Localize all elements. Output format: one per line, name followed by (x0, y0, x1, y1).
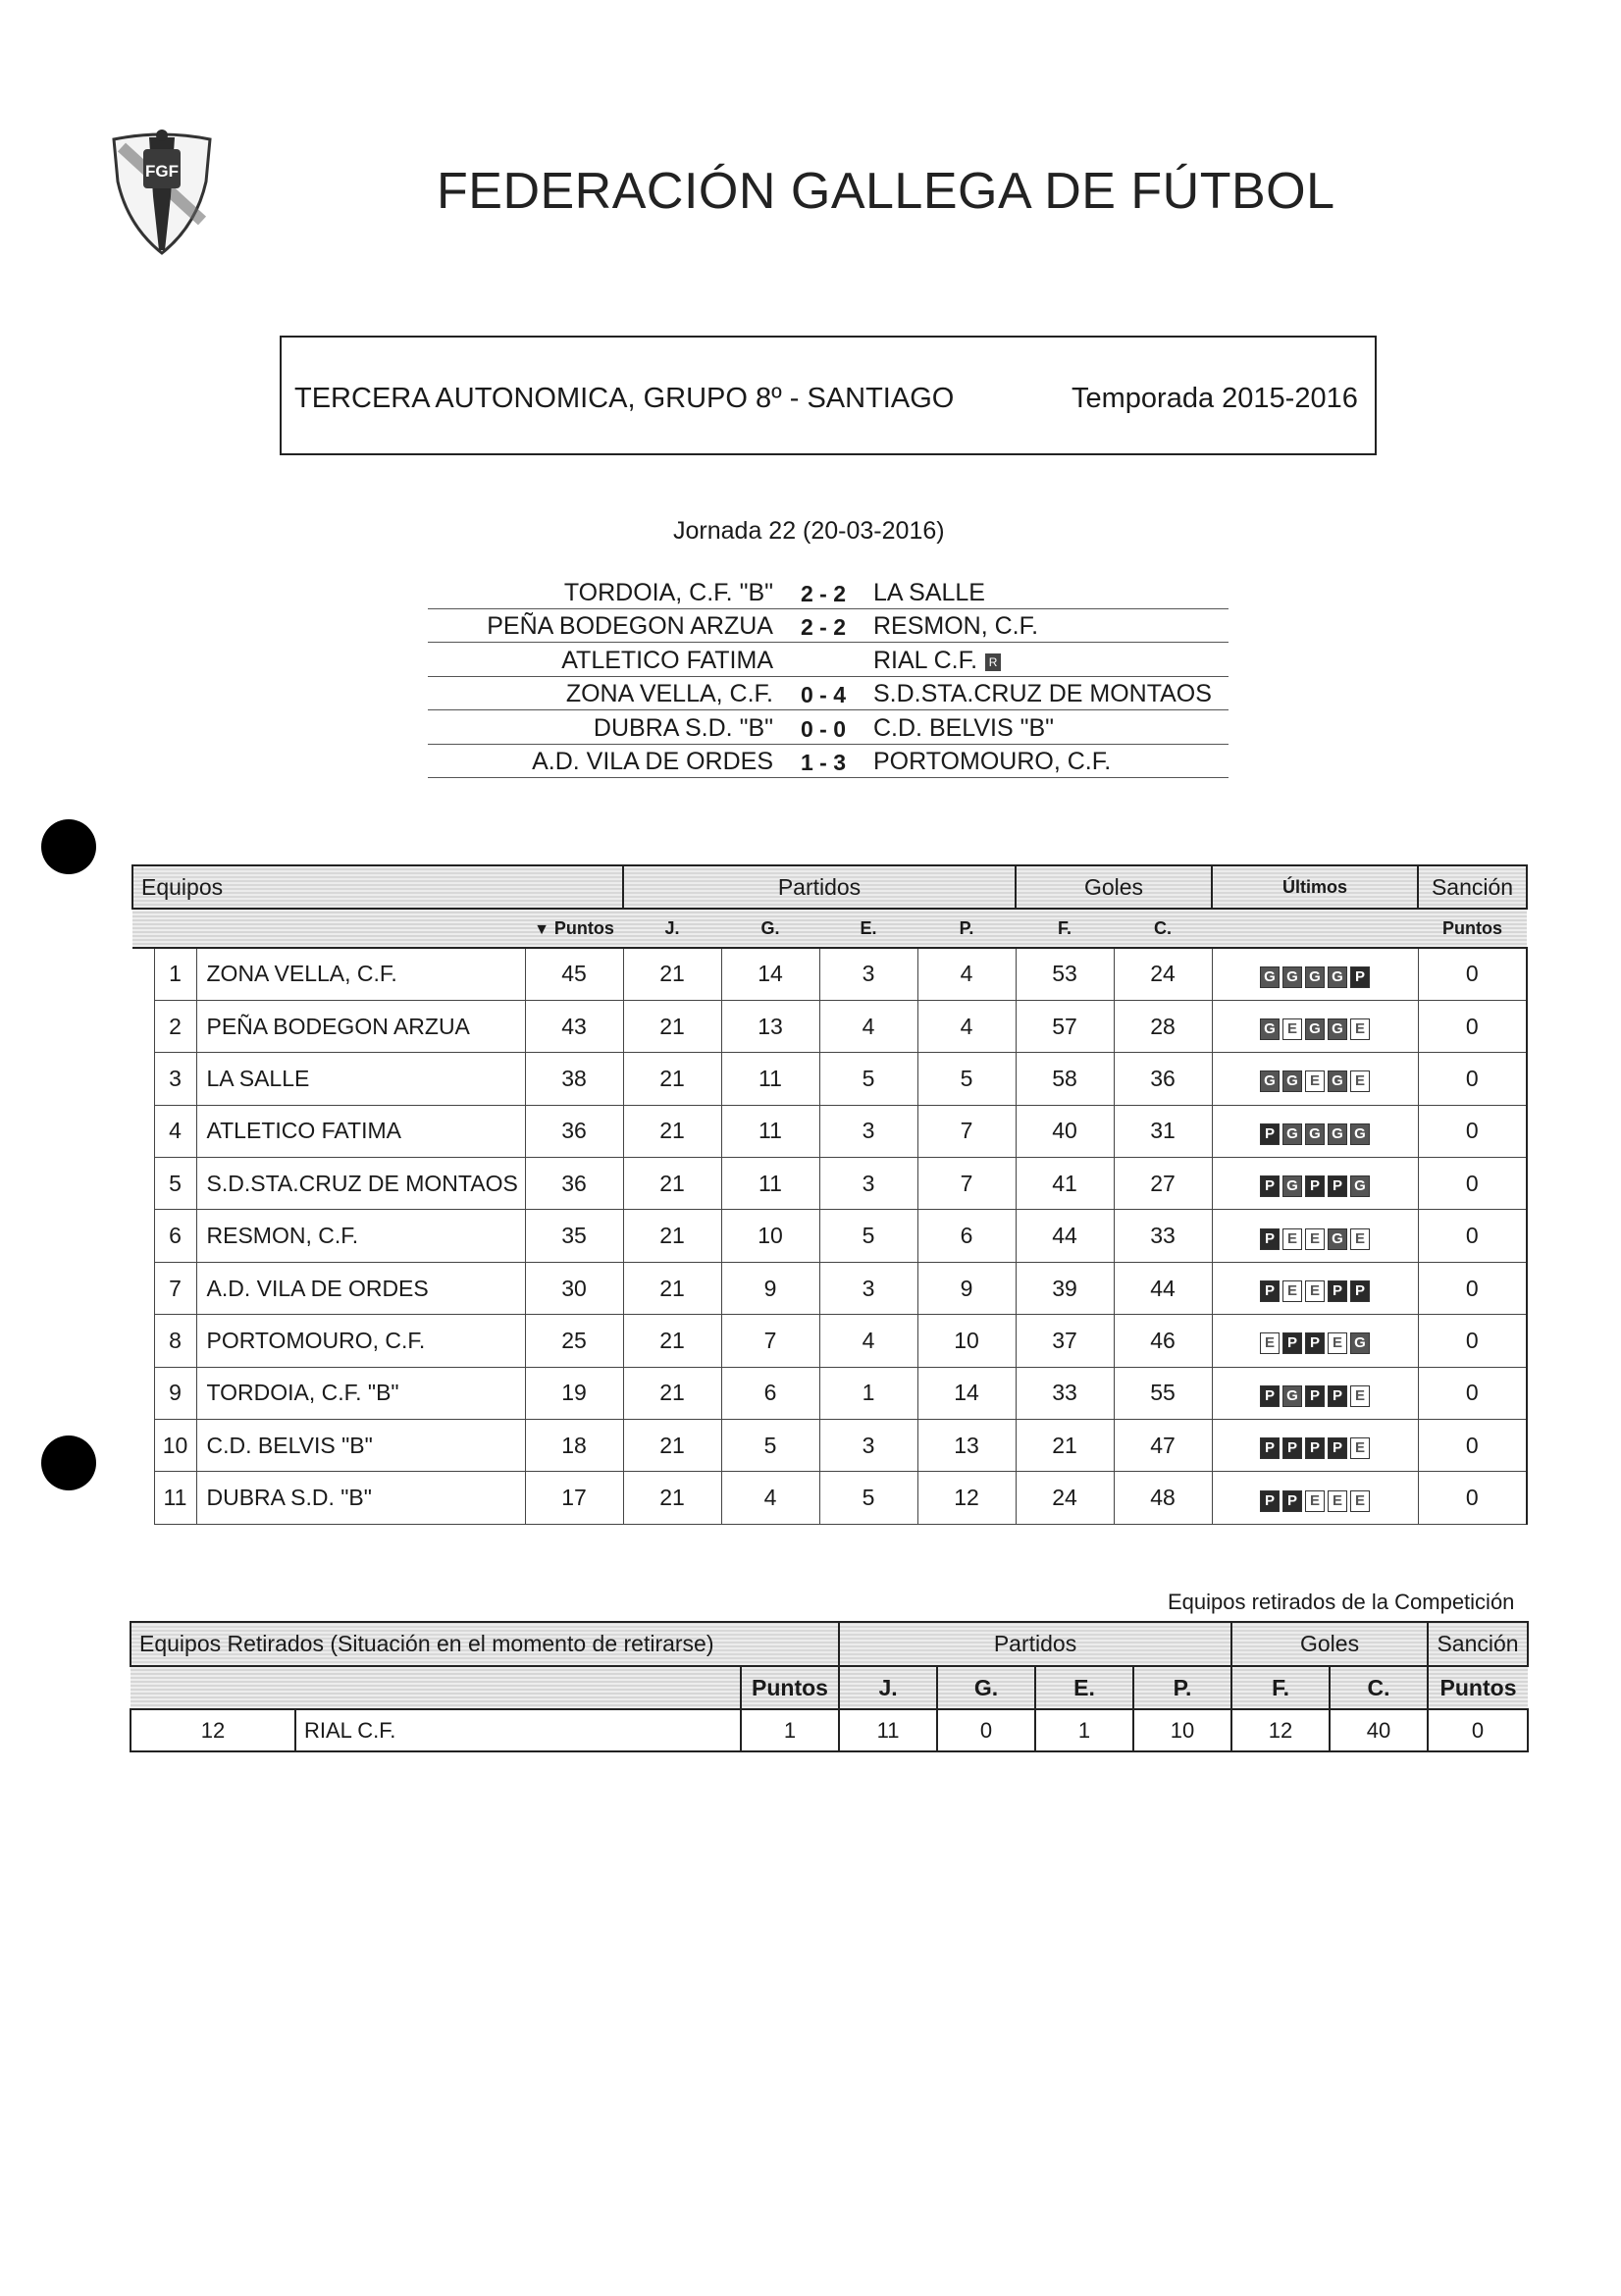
stat-g: 11 (721, 1158, 819, 1210)
sancion-puntos-header: Puntos (1418, 909, 1527, 948)
row-gap (132, 1053, 154, 1105)
result-E-badge: E (1350, 1018, 1370, 1040)
table-row (132, 1420, 1527, 1472)
sancion-header: Sanción (1418, 865, 1527, 909)
result-E-badge: E (1282, 1018, 1302, 1040)
result-P-badge: P (1305, 1385, 1325, 1407)
result-E-badge: E (1305, 1228, 1325, 1250)
result-G-badge: G (1260, 1070, 1280, 1092)
stat-e: 3 (819, 1420, 917, 1472)
home-team: A.D. VILA DE ORDES (532, 748, 773, 775)
stat-f: 53 (1016, 948, 1114, 1000)
stat-j: 21 (623, 1000, 721, 1052)
table-row (132, 1472, 1527, 1524)
retired-header-row-1 (131, 1622, 1528, 1666)
home-team: DUBRA S.D. "B" (593, 713, 773, 742)
stat-f: 37 (1016, 1315, 1114, 1367)
stat-f: 24 (1016, 1472, 1114, 1524)
sort-desc-icon: ▼ (534, 920, 549, 938)
stat-j: 21 (623, 1053, 721, 1105)
stat-pts: 19 (525, 1367, 623, 1419)
row-gap (132, 1367, 154, 1419)
stat-j: 21 (623, 1158, 721, 1210)
result-G-badge: G (1350, 1332, 1370, 1354)
stat-e: 5 (819, 1053, 917, 1105)
row-gap (132, 1262, 154, 1314)
result-G-badge: G (1282, 1175, 1302, 1197)
sancion-points: 0 (1418, 1053, 1527, 1105)
away-team: LA SALLE (873, 578, 985, 606)
stat-f: 41 (1016, 1158, 1114, 1210)
result-G-badge: G (1328, 1018, 1347, 1040)
result-P-badge: P (1305, 1175, 1325, 1197)
result-G-badge: G (1328, 1123, 1347, 1145)
team-name: PEÑA BODEGON ARZUA (196, 1000, 525, 1052)
result-row (428, 609, 1229, 644)
table-row (132, 1053, 1527, 1105)
stat-g: 13 (721, 1000, 819, 1052)
result-G-badge: G (1328, 1070, 1347, 1092)
stat-j: 21 (623, 1262, 721, 1314)
stat-e: 5 (819, 1472, 917, 1524)
result-P-badge: P (1260, 1175, 1280, 1197)
sancion-points: 0 (1418, 948, 1527, 1000)
stat-g: 11 (721, 1105, 819, 1157)
stat-f: 21 (1016, 1420, 1114, 1472)
result-P-badge: P (1282, 1490, 1302, 1512)
stat-f: 57 (1016, 1000, 1114, 1052)
stat-pts: 45 (525, 948, 623, 1000)
retired-sancion-puntos-header: Puntos (1428, 1666, 1528, 1709)
result-G-badge: G (1282, 1385, 1302, 1407)
position: 1 (154, 948, 196, 1000)
ultimos-header: Últimos (1212, 865, 1418, 909)
result-P-badge: P (1260, 1123, 1280, 1145)
result-G-badge: G (1260, 1018, 1280, 1040)
stat-e: 1 (819, 1367, 917, 1419)
result-E-badge: E (1350, 1385, 1370, 1407)
result-E-badge: E (1260, 1332, 1280, 1354)
retired-g: 0 (937, 1709, 1035, 1751)
row-gap (132, 1105, 154, 1157)
retired-goles-header: Goles (1231, 1622, 1428, 1666)
team-name: PORTOMOURO, C.F. (196, 1315, 525, 1367)
stat-p: 9 (917, 1262, 1016, 1314)
result-row (428, 643, 1229, 677)
result-P-badge: P (1350, 1280, 1370, 1302)
result-P-badge: P (1260, 1385, 1280, 1407)
home-team: PEÑA BODEGON ARZUA (487, 612, 773, 640)
last-results (1212, 1262, 1418, 1314)
f-header: F. (1016, 909, 1114, 948)
retired-f: 12 (1231, 1709, 1330, 1751)
standings-table (131, 864, 1528, 1525)
retired-e: 1 (1035, 1709, 1133, 1751)
retired-puntos-header: Puntos (741, 1666, 839, 1709)
punch-hole-bottom (41, 1435, 96, 1490)
retired-row (131, 1709, 1528, 1751)
stat-c: 46 (1114, 1315, 1212, 1367)
table-row (132, 1315, 1527, 1367)
retired-p: 10 (1133, 1709, 1231, 1751)
stat-p: 6 (917, 1210, 1016, 1262)
stat-e: 3 (819, 948, 917, 1000)
retired-body (131, 1709, 1528, 1751)
result-E-badge: E (1282, 1280, 1302, 1302)
result-P-badge: P (1282, 1437, 1302, 1459)
away-team: RESMON, C.F. (873, 612, 1039, 640)
result-P-badge: P (1260, 1490, 1280, 1512)
stat-f: 40 (1016, 1105, 1114, 1157)
stat-p: 10 (917, 1315, 1016, 1367)
table-row (132, 1000, 1527, 1052)
result-G-badge: G (1305, 966, 1325, 988)
stat-pts: 17 (525, 1472, 623, 1524)
c-header: C. (1114, 909, 1212, 948)
last-results (1212, 1210, 1418, 1262)
stat-c: 55 (1114, 1367, 1212, 1419)
position: 9 (154, 1367, 196, 1419)
standings-body (132, 948, 1527, 1524)
result-row (428, 745, 1229, 779)
stat-j: 21 (623, 1315, 721, 1367)
stat-j: 21 (623, 1367, 721, 1419)
stat-e: 4 (819, 1000, 917, 1052)
stat-pts: 43 (525, 1000, 623, 1052)
row-gap (132, 1315, 154, 1367)
score: 2 - 2 (800, 580, 847, 606)
position: 4 (154, 1105, 196, 1157)
retired-team: RIAL C.F. (295, 1709, 741, 1751)
stat-c: 48 (1114, 1472, 1212, 1524)
goles-header: Goles (1016, 865, 1212, 909)
stat-f: 39 (1016, 1262, 1114, 1314)
result-E-badge: E (1350, 1437, 1370, 1459)
j-header: J. (623, 909, 721, 948)
sancion-points: 0 (1418, 1000, 1527, 1052)
result-P-badge: P (1328, 1385, 1347, 1407)
score: 0 - 4 (800, 682, 847, 707)
position: 6 (154, 1210, 196, 1262)
sancion-points: 0 (1418, 1367, 1527, 1419)
sancion-points: 0 (1418, 1262, 1527, 1314)
home-team: TORDOIA, C.F. "B" (563, 578, 773, 606)
team-name: ZONA VELLA, C.F. (196, 948, 525, 1000)
team-name: LA SALLE (196, 1053, 525, 1105)
position: 7 (154, 1262, 196, 1314)
puntos-label: Puntos (553, 917, 614, 938)
table-row (132, 1158, 1527, 1210)
stat-c: 24 (1114, 948, 1212, 1000)
stat-p: 7 (917, 1105, 1016, 1157)
stat-c: 27 (1114, 1158, 1212, 1210)
stat-p: 14 (917, 1367, 1016, 1419)
result-row (428, 575, 1229, 609)
result-E-badge: E (1305, 1490, 1325, 1512)
stat-p: 5 (917, 1053, 1016, 1105)
standings-header-row-1 (132, 865, 1527, 909)
e-header: E. (819, 909, 917, 948)
result-G-badge: G (1282, 966, 1302, 988)
stat-p: 12 (917, 1472, 1016, 1524)
result-P-badge: P (1328, 1280, 1347, 1302)
federation-logo (108, 128, 216, 260)
stat-e: 5 (819, 1210, 917, 1262)
score: 0 - 0 (800, 715, 847, 742)
last-results (1212, 1367, 1418, 1419)
row-gap (132, 1472, 154, 1524)
result-P-badge: P (1260, 1280, 1280, 1302)
last-results (1212, 1315, 1418, 1367)
g-header: G. (721, 909, 819, 948)
last-results (1212, 1000, 1418, 1052)
row-gap (132, 1000, 154, 1052)
row-gap (132, 1210, 154, 1262)
stat-e: 3 (819, 1158, 917, 1210)
p-header: P. (917, 909, 1016, 948)
stat-e: 3 (819, 1262, 917, 1314)
stat-g: 4 (721, 1472, 819, 1524)
retired-flag-icon: R (985, 653, 1001, 671)
sancion-points: 0 (1418, 1472, 1527, 1524)
table-row (132, 948, 1527, 1000)
result-G-badge: G (1328, 966, 1347, 988)
last-results (1212, 1472, 1418, 1524)
retired-f-header: F. (1231, 1666, 1330, 1709)
stat-g: 6 (721, 1367, 819, 1419)
stat-j: 21 (623, 1210, 721, 1262)
retired-header-row-2 (131, 1666, 1528, 1709)
result-P-badge: P (1260, 1228, 1280, 1250)
row-gap (132, 1158, 154, 1210)
result-P-badge: P (1350, 966, 1370, 988)
retired-e-header: E. (1035, 1666, 1133, 1709)
row-gap (132, 948, 154, 1000)
result-E-badge: E (1305, 1070, 1325, 1092)
result-E-badge: E (1350, 1228, 1370, 1250)
retired-equipos-header: Equipos Retirados (Situación en el momento de retirarse) (131, 1622, 839, 1666)
results-list (428, 575, 1229, 778)
stat-g: 5 (721, 1420, 819, 1472)
punch-hole-top (41, 819, 96, 874)
retired-c-header: C. (1330, 1666, 1428, 1709)
puntos-header[interactable] (525, 909, 623, 948)
result-G-badge: G (1305, 1018, 1325, 1040)
stat-j: 21 (623, 1420, 721, 1472)
stat-c: 33 (1114, 1210, 1212, 1262)
sancion-points: 0 (1418, 1105, 1527, 1157)
table-row (132, 1105, 1527, 1157)
retired-c: 40 (1330, 1709, 1428, 1751)
stat-pts: 25 (525, 1315, 623, 1367)
stat-c: 44 (1114, 1262, 1212, 1314)
stat-e: 4 (819, 1315, 917, 1367)
away-team (873, 647, 1229, 675)
retired-g-header: G. (937, 1666, 1035, 1709)
team-name: A.D. VILA DE ORDES (196, 1262, 525, 1314)
equipos-header: Equipos (132, 865, 623, 909)
result-P-badge: P (1305, 1437, 1325, 1459)
stat-c: 47 (1114, 1420, 1212, 1472)
home-team: ATLETICO FATIMA (561, 646, 773, 674)
stat-pts: 30 (525, 1262, 623, 1314)
result-G-badge: G (1350, 1123, 1370, 1145)
jornada-title: Jornada 22 (20-03-2016) (673, 517, 945, 545)
away-team-name: RIAL C.F. (873, 646, 978, 674)
result-E-badge: E (1328, 1490, 1347, 1512)
away-team: C.D. BELVIS "B" (873, 713, 1055, 742)
result-P-badge: P (1305, 1332, 1325, 1354)
result-E-badge: E (1282, 1228, 1302, 1250)
row-gap (132, 1420, 154, 1472)
stat-f: 44 (1016, 1210, 1114, 1262)
partidos-header: Partidos (623, 865, 1016, 909)
team-name: TORDOIA, C.F. "B" (196, 1367, 525, 1419)
sancion-points: 0 (1418, 1315, 1527, 1367)
retired-sancion-header: Sanción (1428, 1622, 1528, 1666)
stat-c: 28 (1114, 1000, 1212, 1052)
stat-g: 10 (721, 1210, 819, 1262)
last-results (1212, 1420, 1418, 1472)
result-G-badge: G (1350, 1175, 1370, 1197)
position: 5 (154, 1158, 196, 1210)
position: 2 (154, 1000, 196, 1052)
last-results (1212, 948, 1418, 1000)
stat-pts: 36 (525, 1105, 623, 1157)
sancion-points: 0 (1418, 1420, 1527, 1472)
sancion-points: 0 (1418, 1158, 1527, 1210)
last-results (1212, 1105, 1418, 1157)
team-name: S.D.STA.CRUZ DE MONTAOS (196, 1158, 525, 1210)
result-G-badge: G (1305, 1123, 1325, 1145)
stat-g: 9 (721, 1262, 819, 1314)
result-E-badge: E (1350, 1490, 1370, 1512)
team-name: C.D. BELVIS "B" (196, 1420, 525, 1472)
stat-p: 4 (917, 1000, 1016, 1052)
retired-partidos-header: Partidos (839, 1622, 1231, 1666)
stat-pts: 36 (525, 1158, 623, 1210)
position: 3 (154, 1053, 196, 1105)
table-row (132, 1367, 1527, 1419)
team-name: RESMON, C.F. (196, 1210, 525, 1262)
result-G-badge: G (1282, 1123, 1302, 1145)
result-G-badge: G (1282, 1070, 1302, 1092)
stat-pts: 35 (525, 1210, 623, 1262)
score: 2 - 2 (800, 614, 847, 640)
competition-season: Temporada 2015-2016 (1072, 383, 1358, 414)
competition-name: TERCERA AUTONOMICA, GRUPO 8º - SANTIAGO (294, 383, 955, 414)
retired-pos: 12 (131, 1709, 295, 1751)
result-G-badge: G (1328, 1228, 1347, 1250)
home-team: ZONA VELLA, C.F. (565, 680, 773, 707)
stat-f: 33 (1016, 1367, 1114, 1419)
result-G-badge: G (1260, 966, 1280, 988)
stat-c: 36 (1114, 1053, 1212, 1105)
result-P-badge: P (1260, 1437, 1280, 1459)
stat-j: 21 (623, 1105, 721, 1157)
last-results (1212, 1158, 1418, 1210)
retired-note: Equipos retirados de la Competición (1168, 1590, 1515, 1614)
away-team: S.D.STA.CRUZ DE MONTAOS (873, 680, 1212, 707)
stat-g: 7 (721, 1315, 819, 1367)
sancion-points: 0 (1418, 1210, 1527, 1262)
team-name: ATLETICO FATIMA (196, 1105, 525, 1157)
result-row (428, 677, 1229, 711)
table-row (132, 1262, 1527, 1314)
stat-pts: 18 (525, 1420, 623, 1472)
table-row (132, 1210, 1527, 1262)
last-results (1212, 1053, 1418, 1105)
stat-c: 31 (1114, 1105, 1212, 1157)
retired-j: 11 (839, 1709, 937, 1751)
result-P-badge: P (1282, 1332, 1302, 1354)
result-row (428, 710, 1229, 745)
stat-j: 21 (623, 1472, 721, 1524)
stat-g: 11 (721, 1053, 819, 1105)
stat-f: 58 (1016, 1053, 1114, 1105)
position: 8 (154, 1315, 196, 1367)
retired-pts: 1 (741, 1709, 839, 1751)
result-P-badge: P (1328, 1437, 1347, 1459)
position: 11 (154, 1472, 196, 1524)
stat-p: 4 (917, 948, 1016, 1000)
result-E-badge: E (1350, 1070, 1370, 1092)
svg-text:FGF: FGF (145, 162, 179, 181)
retired-table (130, 1621, 1529, 1752)
result-E-badge: E (1328, 1332, 1347, 1354)
score: 1 - 3 (800, 750, 847, 775)
stat-p: 13 (917, 1420, 1016, 1472)
retired-sancion: 0 (1428, 1709, 1528, 1751)
stat-e: 3 (819, 1105, 917, 1157)
away-team: PORTOMOURO, C.F. (873, 748, 1112, 775)
position: 10 (154, 1420, 196, 1472)
retired-j-header: J. (839, 1666, 937, 1709)
team-name: DUBRA S.D. "B" (196, 1472, 525, 1524)
result-P-badge: P (1328, 1175, 1347, 1197)
stat-pts: 38 (525, 1053, 623, 1105)
stat-g: 14 (721, 948, 819, 1000)
stat-p: 7 (917, 1158, 1016, 1210)
org-title: FEDERACIÓN GALLEGA DE FÚTBOL (437, 163, 1335, 220)
result-E-badge: E (1305, 1280, 1325, 1302)
standings-header-row-2 (132, 909, 1527, 948)
retired-p-header: P. (1133, 1666, 1231, 1709)
stat-j: 21 (623, 948, 721, 1000)
